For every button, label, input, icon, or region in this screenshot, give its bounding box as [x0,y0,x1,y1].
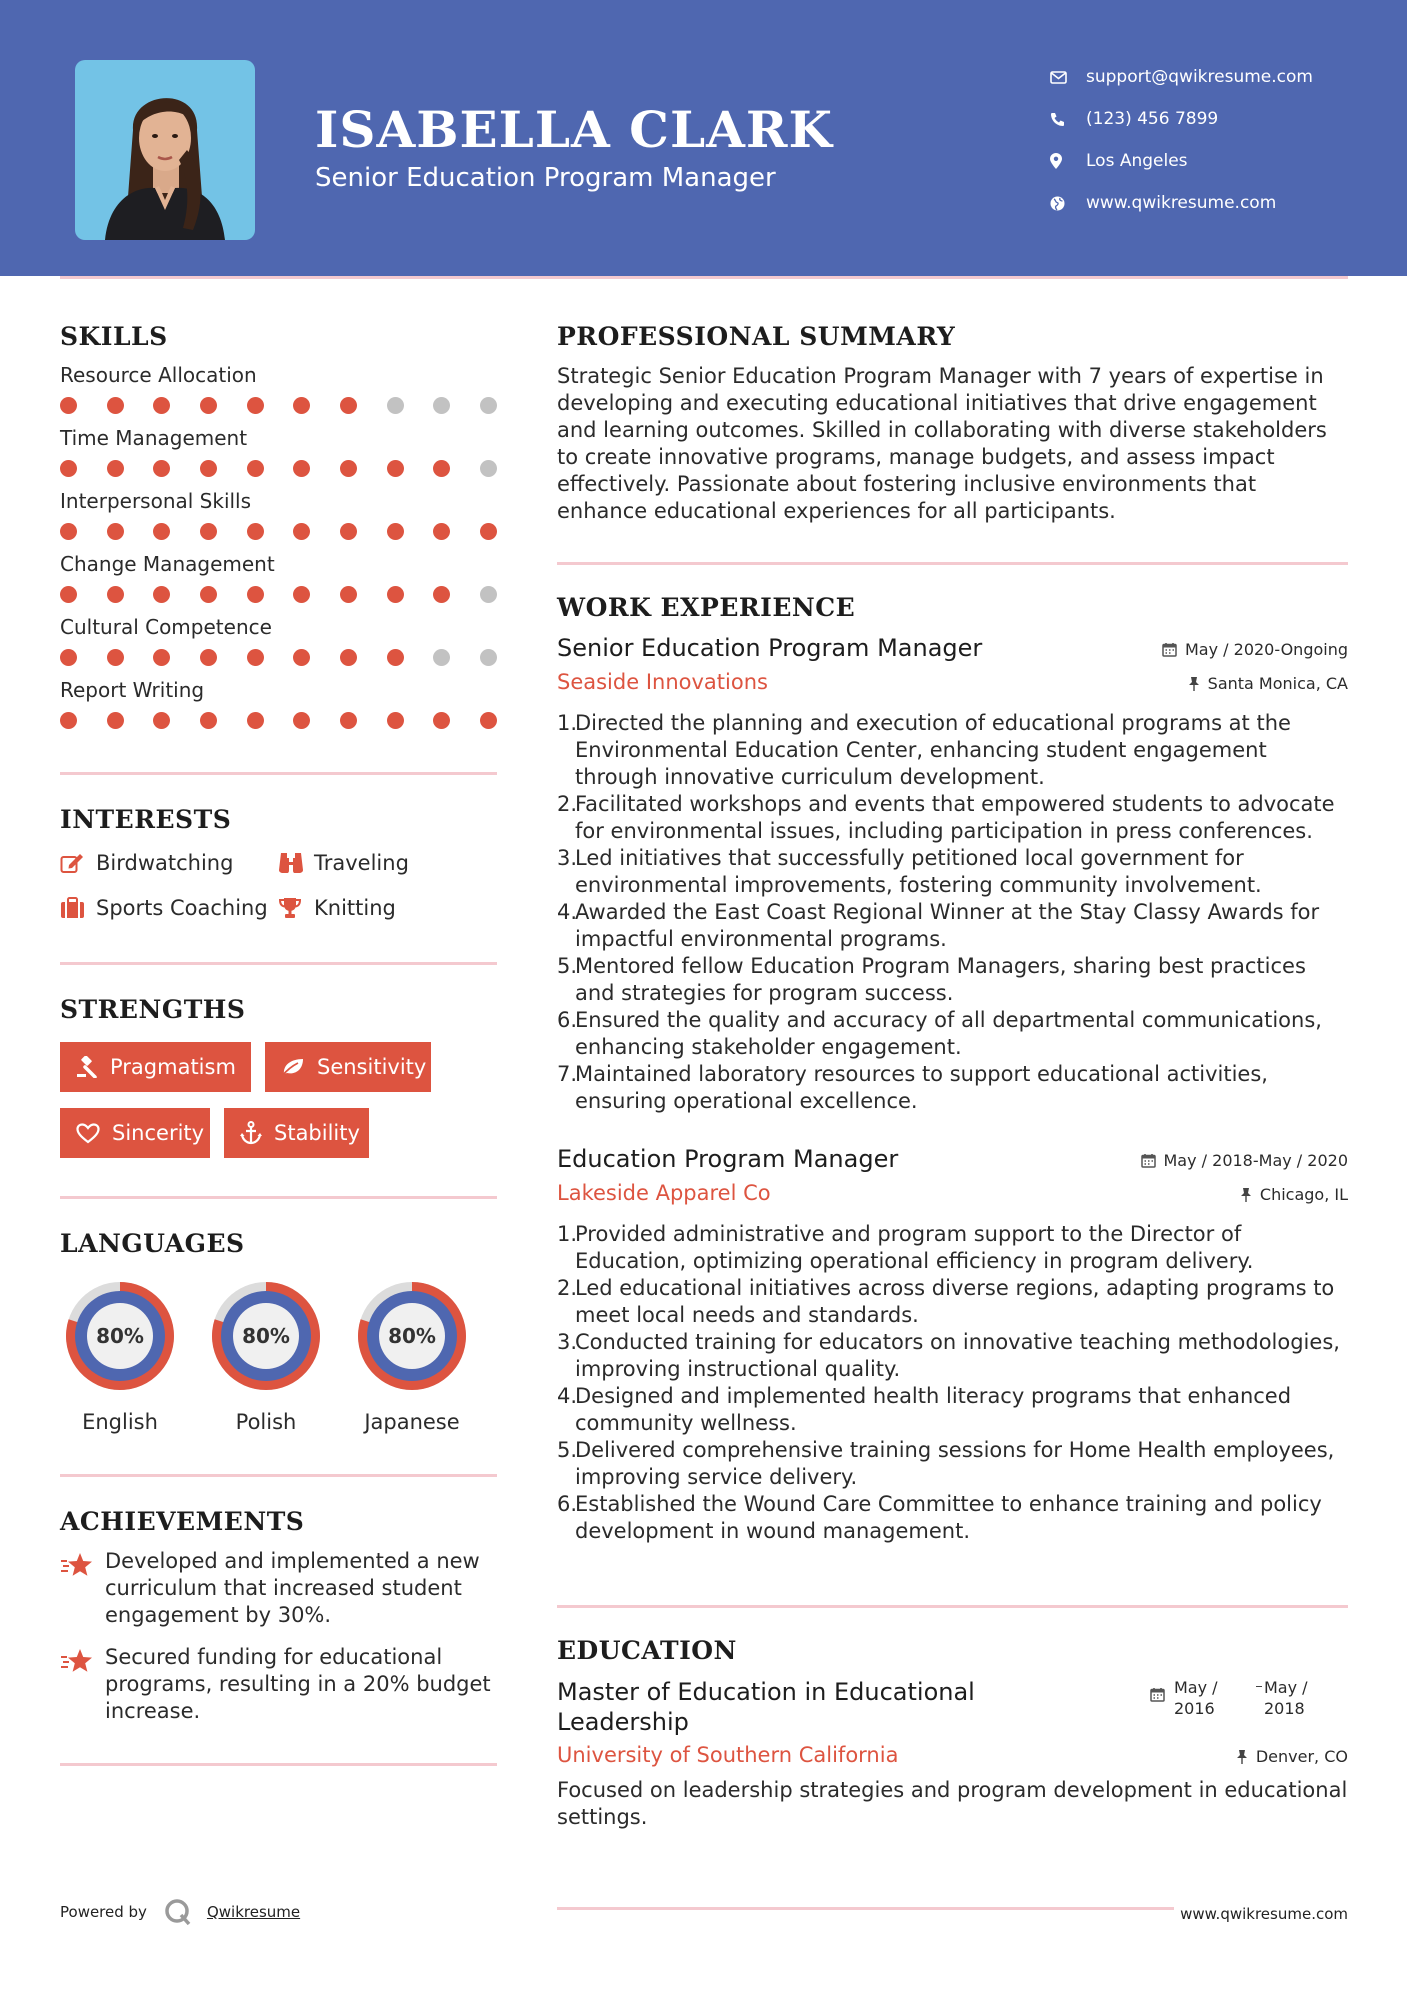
interest-label: Sports Coaching [96,895,268,920]
bullet-number: 3. [557,1330,578,1354]
rating-dot-filled [293,523,310,540]
job-subheader [557,1181,1348,1205]
bullet-number: 5. [557,1438,578,1462]
rating-dot-filled [293,586,310,603]
job-subheader [557,670,1348,694]
education-title: EDUCATION [557,1636,737,1665]
calendar-icon [1162,642,1177,657]
rating-dot-filled [293,460,310,477]
rating-dot-filled [200,586,217,603]
bullet-text: Awarded the East Coast Regional Winner at the Stay Classy Awards for impactful environmental programs. [575,900,1320,951]
bullet-text: Ensured the quality and accuracy of all departmental communications, enhancing stakeholder engagement. [575,1008,1322,1059]
qwikresume-logo-icon [163,1898,193,1926]
rating-dot-filled [340,649,357,666]
rating-dot-filled [200,712,217,729]
bullet-number: 4. [557,900,578,924]
strength-label: Sensitivity [317,1055,427,1079]
job-bullet [557,1275,1348,1329]
pencil-square-icon [60,852,96,874]
rating-dot-filled [247,523,264,540]
calendar-icon [1150,1687,1165,1702]
phone-icon [1050,112,1086,127]
powered-by-label: Powered by [60,1903,147,1921]
rating-dot-filled [60,712,77,729]
skills-title: SKILLS [60,322,168,351]
summary-text: Strategic Senior Education Program Manager with 7 years of expertise in developing and executing educational initiatives that drive engagement and learning outcomes. Skilled in collaborating with diverse stakeholders to create innovative programs, manage budgets, and assess impact effectively. Passionate about fostering inclusive environments that enhance educational experiences for all participants. [557,364,1327,523]
skill-item [60,426,497,477]
rating-dot-filled [433,586,450,603]
gavel-icon [76,1056,98,1078]
job-bullet [557,1061,1348,1115]
rating-dot-filled [153,523,170,540]
rating-dot-filled [200,460,217,477]
language-percent: 80% [242,1324,290,1348]
job-company: Lakeside Apparel Co [557,1181,771,1205]
language-name: Polish [235,1410,297,1434]
languages-list [60,1276,497,1434]
job-header [557,634,1348,662]
bullet-number: 6. [557,1008,578,1032]
interest-item [60,893,278,922]
section-divider [557,1605,1348,1608]
contact-website-text: www.qwikresume.com [1086,193,1277,213]
rating-dot-filled [107,397,124,414]
summary-title: PROFESSIONAL SUMMARY [557,322,956,351]
anchor-icon [240,1121,262,1145]
rating-dot-filled [247,397,264,414]
bullet-number: 2. [557,1276,578,1300]
rating-dot-filled [340,523,357,540]
education-location [1236,1747,1348,1766]
section-divider [60,962,497,965]
job-dates [1162,640,1348,659]
heart-icon [76,1123,100,1144]
section-divider [60,1763,497,1766]
rating-dot-filled [247,460,264,477]
job-entry [557,634,1348,1115]
job-header [557,1145,1348,1173]
skill-name: Report Writing [60,678,205,702]
bullet-number: 1. [557,1222,578,1246]
job-location-text: Santa Monica, CA [1207,674,1348,693]
rating-dot-filled [480,712,497,729]
education-end [1264,1677,1326,1719]
rating-dot-filled [60,649,77,666]
job-company: Seaside Innovations [557,670,768,694]
rating-dot-filled [107,712,124,729]
bullet-text: Provided administrative and program support to the Director of Education, optimizing operational efficiency in program delivery. [575,1222,1254,1273]
achievement-item [60,1644,497,1725]
job-dates-text: May / 2020-Ongoing [1185,640,1348,659]
qwikresume-link[interactable]: Qwikresume [206,1903,301,1921]
job-bullets [557,710,1348,1115]
map-pin-icon [1050,153,1086,169]
skill-rating [60,586,497,603]
interest-label: Traveling [314,850,409,875]
rating-dot-filled [153,460,170,477]
education-degree: Master of Education in Educational Leadership [557,1678,975,1736]
profile-photo [75,60,255,240]
strengths-section [60,995,497,1158]
strengths-title: STRENGTHS [60,995,246,1024]
strength-chip [60,1108,210,1158]
language-item [60,1276,180,1434]
rating-dot-filled [340,586,357,603]
education-end-month: May / [1264,1678,1308,1697]
rating-dot-empty [480,460,497,477]
bullet-text: Conducted training for educators on innovative teaching methodologies, improving instructional quality. [575,1330,1340,1381]
bullet-number: 7. [557,1062,578,1086]
rating-dot-empty [480,397,497,414]
bullet-number: 5. [557,954,578,978]
rating-dot-filled [60,460,77,477]
language-name: Japanese [364,1410,460,1434]
rating-dot-filled [293,712,310,729]
skill-name: Change Management [60,552,275,576]
job-location [1240,1185,1348,1204]
job-location [1188,674,1348,693]
rating-dot-filled [387,523,404,540]
job-bullet [557,791,1348,845]
rating-dot-filled [153,397,170,414]
rating-dot-filled [60,397,77,414]
strength-chip [265,1042,431,1092]
job-bullet [557,710,1348,791]
bullet-text: Maintained laboratory resources to support educational activities, ensuring operational excellence. [575,1062,1268,1113]
rating-dot-empty [433,649,450,666]
language-ring [206,1276,326,1396]
section-divider [60,772,497,775]
skill-rating [60,460,497,477]
interest-label: Knitting [314,895,396,920]
achievement-text: Secured funding for educational programs, resulting in a 20% budget increase. [105,1645,491,1723]
bullet-text: Established the Wound Care Committee to enhance training and policy development in wound management. [575,1492,1322,1543]
rating-dot-filled [107,649,124,666]
bullet-text: Led initiatives that successfully petitioned local government for environmental improvements, fostering community involvement. [575,846,1262,897]
skill-item [60,552,497,603]
bullet-text: Facilitated workshops and events that empowered students to advocate for environmental issues, including participation in press conferences. [575,792,1335,843]
bullet-number: 6. [557,1492,578,1516]
envelope-icon [1050,71,1086,84]
skill-rating [60,712,497,729]
skills-list [60,363,497,729]
education-header [557,1677,1348,1737]
rating-dot-filled [60,523,77,540]
skill-name: Resource Allocation [60,363,257,387]
languages-title: LANGUAGES [60,1229,245,1258]
achievements-title: ACHIEVEMENTS [60,1507,305,1536]
language-item [206,1276,326,1434]
rating-dot-filled [60,586,77,603]
interests-list [60,848,497,922]
job-bullet [557,1383,1348,1437]
language-ring [352,1276,472,1396]
contact-phone-text: (123) 456 7899 [1086,109,1219,129]
candidate-title: Senior Education Program Manager [315,163,776,193]
education-location-text: Denver, CO [1255,1747,1348,1766]
rating-dot-empty [480,649,497,666]
skill-rating [60,397,497,414]
job-role: Education Program Manager [557,1145,899,1173]
rating-dot-empty [387,397,404,414]
job-bullets [557,1221,1348,1545]
bullet-number: 2. [557,792,578,816]
job-role: Senior Education Program Manager [557,634,983,662]
job-location-text: Chicago, IL [1259,1185,1348,1204]
pushpin-icon [1236,1749,1248,1764]
job-bullet [557,1437,1348,1491]
strength-label: Sincerity [112,1121,205,1145]
interest-item [60,848,278,877]
skills-section [60,322,497,729]
bullet-text: Led educational initiatives across diverse regions, adapting programs to meet local needs and standards. [575,1276,1335,1327]
rating-dot-filled [293,397,310,414]
interest-item [278,893,478,922]
strength-chip [60,1042,251,1092]
rating-dot-filled [433,460,450,477]
skill-name: Interpersonal Skills [60,489,252,513]
summary-section [557,322,1348,525]
job-bullet [557,1329,1348,1383]
rating-dot-empty [480,586,497,603]
bullet-text: Designed and implemented health literacy programs that enhanced community wellness. [575,1384,1292,1435]
rating-dot-filled [107,460,124,477]
rating-dot-filled [247,712,264,729]
section-divider [60,1196,497,1199]
section-divider [60,1474,497,1477]
date-separator [1256,1686,1262,1687]
contact-location [1050,140,1313,182]
rating-dot-filled [247,649,264,666]
skill-item [60,489,497,540]
strength-label: Stability [274,1121,360,1145]
interests-title: INTERESTS [60,805,232,834]
bullet-text: Directed the planning and execution of educational programs at the Environmental Education Center, enhancing student engagement through innovative curriculum development. [575,711,1291,789]
contact-location-text: Los Angeles [1086,151,1188,171]
experience-title: WORK EXPERIENCE [557,593,856,622]
trophy-icon [278,897,314,919]
job-entry [557,1145,1348,1545]
footer-website-link[interactable]: www.qwikresume.com [1174,1905,1348,1923]
rating-dot-filled [387,460,404,477]
globe-icon [1050,196,1086,211]
leaf-icon [281,1057,305,1077]
bullet-number: 3. [557,846,578,870]
interests-section [60,805,497,922]
job-dates-text: May / 2018-May / 2020 [1163,1151,1348,1170]
rating-dot-filled [387,649,404,666]
resume-header [0,0,1407,276]
strength-label: Pragmatism [110,1055,236,1079]
contact-email-text: support@qwikresume.com [1086,67,1313,87]
bullet-number: 4. [557,1384,578,1408]
skill-name: Cultural Competence [60,615,272,639]
education-section [557,1636,1348,1831]
interest-label: Birdwatching [96,850,234,875]
rating-dot-filled [153,649,170,666]
languages-section [60,1229,497,1434]
contact-email[interactable] [1050,56,1313,98]
skill-rating [60,523,497,540]
job-bullet [557,1491,1348,1545]
header-divider [60,276,1348,279]
language-percent: 80% [388,1324,436,1348]
education-start-year: 2016 [1174,1699,1215,1718]
education-dates [1150,1677,1348,1719]
rating-dot-filled [293,649,310,666]
skill-rating [60,649,497,666]
rating-dot-filled [433,523,450,540]
calendar-icon [1141,1153,1156,1168]
job-bullet [557,1221,1348,1275]
rating-dot-filled [200,523,217,540]
star-icon [60,1644,105,1725]
achievement-text: Developed and implemented a new curriculum that increased student engagement by 30%. [105,1549,480,1627]
rating-dot-filled [387,586,404,603]
rating-dot-empty [433,397,450,414]
rating-dot-filled [340,397,357,414]
rating-dot-filled [247,586,264,603]
job-dates [1141,1151,1349,1170]
education-school: University of Southern California [557,1743,899,1767]
strengths-list [60,1042,497,1158]
rating-dot-filled [480,523,497,540]
contact-list [1050,56,1313,224]
job-bullet [557,1007,1348,1061]
bullet-text: Mentored fellow Education Program Managers, sharing best practices and strategies for program success. [575,954,1306,1005]
candidate-name: ISABELLA CLARK [315,100,833,159]
achievements-section [60,1507,497,1725]
achievement-item [60,1548,497,1629]
experience-section [557,593,1348,1545]
education-start-month: May / [1174,1678,1218,1697]
section-divider [557,562,1348,565]
rating-dot-filled [433,712,450,729]
pushpin-icon [1240,1187,1252,1202]
rating-dot-filled [340,712,357,729]
contact-website[interactable] [1050,182,1313,224]
bullet-text: Delivered comprehensive training sessions for Home Health employees, improving service delivery. [575,1438,1335,1489]
pushpin-icon [1188,676,1200,691]
education-start [1174,1677,1236,1719]
job-bullet [557,899,1348,953]
rating-dot-filled [200,649,217,666]
language-name: English [82,1410,158,1434]
left-column [60,322,497,1766]
star-icon [60,1548,105,1629]
education-subheader [557,1743,1348,1767]
powered-by [60,1898,300,1926]
language-item [352,1276,472,1434]
binoculars-icon [278,852,314,874]
rating-dot-filled [340,460,357,477]
skill-name: Time Management [60,426,248,450]
rating-dot-filled [387,712,404,729]
interest-item [278,848,478,877]
job-bullet [557,953,1348,1007]
bullet-number: 1. [557,711,578,735]
contact-phone[interactable] [1050,98,1313,140]
briefcase-icon [60,897,96,919]
rating-dot-filled [153,586,170,603]
education-description: Focused on leadership strategies and program development in educational settings. [557,1778,1348,1829]
rating-dot-filled [200,397,217,414]
rating-dot-filled [107,586,124,603]
language-percent: 80% [96,1324,144,1348]
skill-item [60,363,497,414]
rating-dot-filled [153,712,170,729]
education-end-year: 2018 [1264,1699,1305,1718]
strength-chip [224,1108,369,1158]
skill-item [60,615,497,666]
right-column [557,322,1348,1831]
skill-item [60,678,497,729]
rating-dot-filled [107,523,124,540]
language-ring [60,1276,180,1396]
job-bullet [557,845,1348,899]
